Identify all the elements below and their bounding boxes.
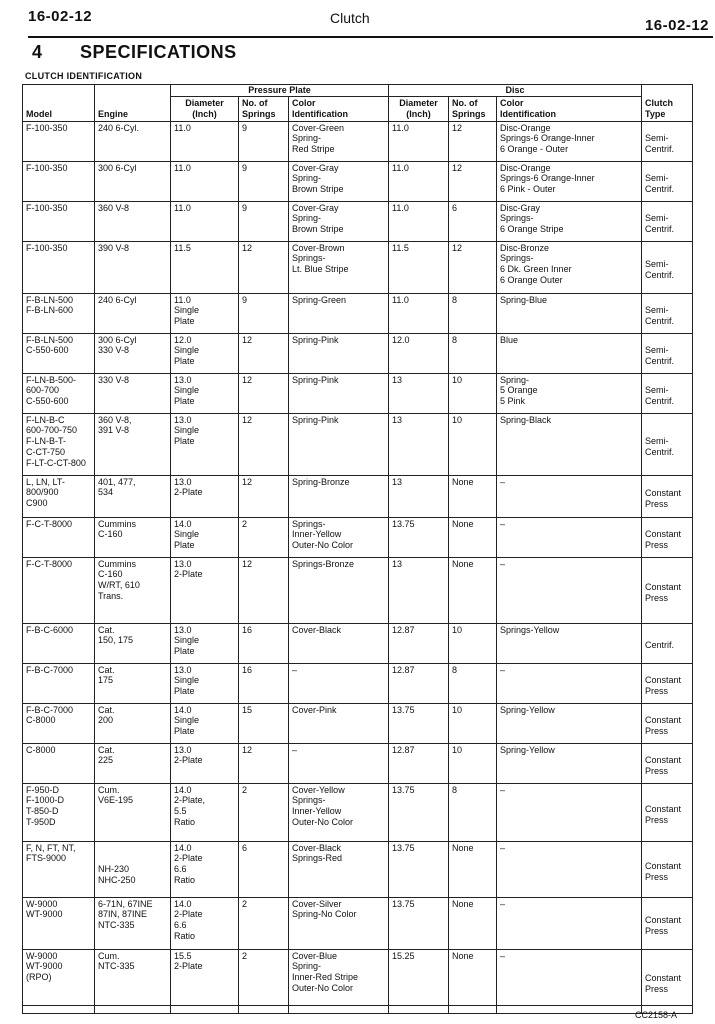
- cell-engine: Cummins C-160: [95, 517, 171, 557]
- cell-pp-diameter: 11.0 Single Plate: [171, 293, 239, 333]
- cell-disc-diameter: 13: [389, 557, 449, 623]
- cell-pp-springs: 2: [239, 949, 289, 1013]
- cell-disc-springs: 8: [449, 663, 497, 703]
- cell-clutch-type: Semi- Centrif.: [642, 121, 693, 161]
- cell-clutch-type: Constant Press: [642, 475, 693, 517]
- cell-disc-color: –: [497, 475, 642, 517]
- table-row: [23, 841, 693, 897]
- cell-disc-diameter: 13: [389, 413, 449, 475]
- cell-pp-springs: 6: [239, 841, 289, 897]
- table-row: [23, 201, 693, 241]
- cell-pp-springs: 12: [239, 241, 289, 293]
- cell-pp-springs: 2: [239, 517, 289, 557]
- cell-pp-springs: 12: [239, 475, 289, 517]
- cell-pp-diameter: 14.0 Single Plate: [171, 703, 239, 743]
- cell-pp-springs: 2: [239, 897, 289, 949]
- table-row: [23, 293, 693, 333]
- cell-disc-diameter: 11.0: [389, 293, 449, 333]
- table-title: CLUTCH IDENTIFICATION: [25, 71, 143, 81]
- cell-disc-springs: 8: [449, 293, 497, 333]
- cell-disc-springs: 8: [449, 783, 497, 841]
- table-row: [23, 703, 693, 743]
- table-row: [23, 413, 693, 475]
- section-number: 4: [32, 42, 43, 62]
- cell-pp-diameter: 14.0 2-Plate, 5.5 Ratio: [171, 783, 239, 841]
- cell-engine: 360 V-8, 391 V-8: [95, 413, 171, 475]
- col-clutch-type: Clutch Type: [642, 85, 693, 122]
- cell-engine: 360 V-8: [95, 201, 171, 241]
- cell-pp-diameter: 13.0 2-Plate: [171, 743, 239, 783]
- cell-clutch-type: Semi- Centrif.: [642, 333, 693, 373]
- table-row: [23, 373, 693, 413]
- cell-engine: 6-71N, 67INE 87IN, 87INE NTC-335: [95, 897, 171, 949]
- cell-clutch-type: Semi- Centrif.: [642, 373, 693, 413]
- cell-clutch-type: Semi- Centrif.: [642, 241, 693, 293]
- cell-pp-springs: 12: [239, 373, 289, 413]
- cell-engine: Cum. NTC-335: [95, 949, 171, 1013]
- cell-disc-color: Spring-Yellow: [497, 703, 642, 743]
- table-row: [23, 517, 693, 557]
- cell-model: F-B-LN-500 C-550-600: [23, 333, 95, 373]
- cell-model: W-9000 WT-9000 (RPO): [23, 949, 95, 1013]
- cell-model: F-100-350: [23, 241, 95, 293]
- cell-disc-color: Springs-Yellow: [497, 623, 642, 663]
- table-row: [23, 333, 693, 373]
- cell-engine: 300 6-Cyl: [95, 161, 171, 201]
- cell-clutch-type: Semi- Centrif.: [642, 413, 693, 475]
- cell-pp-color: Cover-Gray Spring- Brown Stripe: [289, 201, 389, 241]
- cell-clutch-type: Constant Press: [642, 783, 693, 841]
- cell-pp-diameter: 13.0 Single Plate: [171, 663, 239, 703]
- cell-engine: 330 V-8: [95, 373, 171, 413]
- cell-disc-diameter: 13.75: [389, 841, 449, 897]
- cell-disc-color: Disc-Orange Springs-6 Orange-Inner 6 Orange - Outer: [497, 121, 642, 161]
- cell-pp-springs: 16: [239, 623, 289, 663]
- cell-engine: 240 6-Cyl.: [95, 121, 171, 161]
- cell-pp-color: Springs- Inner-Yellow Outer-No Color: [289, 517, 389, 557]
- col-model: Model: [23, 85, 95, 122]
- cell-pp-springs: 12: [239, 743, 289, 783]
- col-pp-color: Color Identification: [289, 97, 389, 122]
- cell-disc-color: Spring-Yellow: [497, 743, 642, 783]
- cell-disc-springs: 6: [449, 201, 497, 241]
- cell-pp-diameter: 13.0 Single Plate: [171, 373, 239, 413]
- cell-disc-diameter: 13: [389, 373, 449, 413]
- cell-pp-diameter: 14.0 2-Plate 6.6 Ratio: [171, 897, 239, 949]
- cell-clutch-type: Semi- Centrif.: [642, 161, 693, 201]
- cell-disc-diameter: 12.87: [389, 743, 449, 783]
- cell-disc-color: Disc-Bronze Springs- 6 Dk. Green Inner 6 Orange Outer: [497, 241, 642, 293]
- cell-disc-diameter: 13: [389, 475, 449, 517]
- group-disc: Disc: [389, 85, 642, 97]
- cell-engine: Cum. V6E-195: [95, 783, 171, 841]
- cell-pp-springs: 12: [239, 333, 289, 373]
- cell-engine: 401, 477, 534: [95, 475, 171, 517]
- cell-pp-diameter: 11.0: [171, 161, 239, 201]
- cell-disc-diameter: 12.87: [389, 663, 449, 703]
- cell-clutch-type: Semi- Centrif.: [642, 293, 693, 333]
- cell-pp-diameter: 11.5: [171, 241, 239, 293]
- cell-pp-springs: 12: [239, 413, 289, 475]
- cell-model: F-C-T-8000: [23, 517, 95, 557]
- cell-model: F-100-350: [23, 121, 95, 161]
- cell-clutch-type: Constant Press: [642, 557, 693, 623]
- cell-pp-color: Cover-Black Springs-Red: [289, 841, 389, 897]
- cell-model: F, N, FT, NT, FTS-9000: [23, 841, 95, 897]
- cell-pp-springs: 9: [239, 201, 289, 241]
- page-code-left: 16-02-12: [28, 8, 93, 25]
- group-pressure-plate: Pressure Plate: [171, 85, 389, 97]
- cell-disc-diameter: 15.25: [389, 949, 449, 1013]
- table-row: [23, 663, 693, 703]
- cell-clutch-type: Semi- Centrif.: [642, 201, 693, 241]
- cell-model: F-950-D F-1000-D T-850-D T-950D: [23, 783, 95, 841]
- cell-clutch-type: Constant Press: [642, 663, 693, 703]
- cell-model: F-LN-B-500- 600-700 C-550-600: [23, 373, 95, 413]
- cell-disc-springs: 10: [449, 743, 497, 783]
- clutch-identification-table: [22, 84, 693, 1014]
- cell-model: C-8000: [23, 743, 95, 783]
- table-row: [23, 949, 693, 1013]
- table-row: [23, 783, 693, 841]
- table-header: [23, 85, 693, 122]
- col-disc-springs: No. of Springs: [449, 97, 497, 122]
- cell-disc-springs: 10: [449, 703, 497, 743]
- cell-engine: NH-230 NHC-250: [95, 841, 171, 897]
- cell-pp-springs: 9: [239, 293, 289, 333]
- cell-pp-color: Spring-Bronze: [289, 475, 389, 517]
- cell-engine: 240 6-Cyl: [95, 293, 171, 333]
- cell-pp-color: Cover-Brown Springs- Lt. Blue Stripe: [289, 241, 389, 293]
- cell-pp-diameter: 14.0 Single Plate: [171, 517, 239, 557]
- table-row: [23, 623, 693, 663]
- table-row: [23, 241, 693, 293]
- figure-code: CC2158-A: [634, 1010, 677, 1020]
- cell-model: W-9000 WT-9000: [23, 897, 95, 949]
- cell-pp-diameter: 13.0 2-Plate: [171, 475, 239, 517]
- cell-disc-color: –: [497, 517, 642, 557]
- cell-disc-diameter: 13.75: [389, 703, 449, 743]
- table-row: [23, 475, 693, 517]
- cell-disc-springs: 12: [449, 161, 497, 201]
- cell-disc-diameter: 11.0: [389, 121, 449, 161]
- cell-disc-color: Blue: [497, 333, 642, 373]
- cell-pp-color: Cover-Yellow Springs- Inner-Yellow Outer-No Color: [289, 783, 389, 841]
- cell-pp-color: Spring-Pink: [289, 373, 389, 413]
- footer-divider: [22, 1005, 692, 1006]
- cell-clutch-type: Constant Press: [642, 703, 693, 743]
- cell-disc-springs: 12: [449, 121, 497, 161]
- cell-disc-diameter: 11.0: [389, 201, 449, 241]
- cell-disc-springs: 10: [449, 413, 497, 475]
- cell-pp-color: Cover-Gray Spring- Brown Stripe: [289, 161, 389, 201]
- cell-disc-springs: 12: [449, 241, 497, 293]
- chapter-title: Clutch: [330, 10, 370, 26]
- cell-pp-springs: 9: [239, 161, 289, 201]
- col-pp-springs: No. of Springs: [239, 97, 289, 122]
- cell-clutch-type: Constant Press: [642, 517, 693, 557]
- cell-pp-diameter: 15.5 2-Plate: [171, 949, 239, 1013]
- clutch-identification-table-wrap: [22, 84, 692, 1014]
- cell-disc-color: –: [497, 897, 642, 949]
- cell-clutch-type: Constant Press: [642, 897, 693, 949]
- cell-disc-color: Disc-Orange Springs-6 Orange-Inner 6 Pink - Outer: [497, 161, 642, 201]
- cell-pp-color: Cover-Pink: [289, 703, 389, 743]
- cell-disc-diameter: 12.0: [389, 333, 449, 373]
- cell-pp-springs: 2: [239, 783, 289, 841]
- cell-model: F-B-C-6000: [23, 623, 95, 663]
- cell-engine: Cummins C-160 W/RT, 610 Trans.: [95, 557, 171, 623]
- col-engine: Engine: [95, 85, 171, 122]
- cell-engine: Cat. 225: [95, 743, 171, 783]
- cell-pp-springs: 15: [239, 703, 289, 743]
- table-row: [23, 121, 693, 161]
- cell-disc-color: –: [497, 663, 642, 703]
- col-disc-color: Color Identification: [497, 97, 642, 122]
- cell-disc-springs: None: [449, 517, 497, 557]
- cell-pp-color: Spring-Pink: [289, 413, 389, 475]
- cell-disc-springs: None: [449, 557, 497, 623]
- cell-disc-springs: None: [449, 475, 497, 517]
- cell-disc-diameter: 11.0: [389, 161, 449, 201]
- page-header: [0, 0, 715, 40]
- col-pp-diameter: Diameter (Inch): [171, 97, 239, 122]
- cell-disc-color: Spring-Blue: [497, 293, 642, 333]
- cell-disc-color: Spring- 5 Orange 5 Pink: [497, 373, 642, 413]
- cell-model: F-LN-B-C 600-700-750 F-LN-B-T- C-CT-750 F-LT-C-CT-800: [23, 413, 95, 475]
- cell-engine: Cat. 150, 175: [95, 623, 171, 663]
- cell-model: F-C-T-8000: [23, 557, 95, 623]
- cell-pp-diameter: 14.0 2-Plate 6.6 Ratio: [171, 841, 239, 897]
- table-row: [23, 161, 693, 201]
- cell-clutch-type: Constant Press: [642, 949, 693, 1013]
- table-row: [23, 557, 693, 623]
- cell-pp-color: Springs-Bronze: [289, 557, 389, 623]
- cell-pp-color: Cover-Green Spring- Red Stripe: [289, 121, 389, 161]
- cell-pp-diameter: 11.0: [171, 121, 239, 161]
- cell-engine: Cat. 175: [95, 663, 171, 703]
- cell-clutch-type: Constant Press: [642, 743, 693, 783]
- cell-disc-color: –: [497, 557, 642, 623]
- cell-disc-diameter: 13.75: [389, 897, 449, 949]
- cell-pp-color: –: [289, 743, 389, 783]
- cell-engine: 300 6-Cyl 330 V-8: [95, 333, 171, 373]
- cell-disc-diameter: 13.75: [389, 517, 449, 557]
- cell-pp-diameter: 13.0 Single Plate: [171, 413, 239, 475]
- cell-disc-springs: 8: [449, 333, 497, 373]
- cell-disc-springs: None: [449, 949, 497, 1013]
- cell-disc-springs: None: [449, 841, 497, 897]
- page-code-right: 16-02-12: [644, 17, 709, 34]
- cell-clutch-type: Constant Press: [642, 841, 693, 897]
- cell-pp-color: Cover-Blue Spring- Inner-Red Stripe Outer-No Color: [289, 949, 389, 1013]
- cell-disc-springs: None: [449, 897, 497, 949]
- cell-clutch-type: Centrif.: [642, 623, 693, 663]
- cell-disc-color: Spring-Black: [497, 413, 642, 475]
- cell-disc-diameter: 13.75: [389, 783, 449, 841]
- cell-model: F-B-C-7000 C-8000: [23, 703, 95, 743]
- cell-pp-diameter: 12.0 Single Plate: [171, 333, 239, 373]
- cell-pp-springs: 9: [239, 121, 289, 161]
- cell-disc-color: Disc-Gray Springs- 6 Orange Stripe: [497, 201, 642, 241]
- cell-disc-color: –: [497, 783, 642, 841]
- cell-pp-diameter: 13.0 Single Plate: [171, 623, 239, 663]
- table-row: [23, 897, 693, 949]
- cell-disc-springs: 10: [449, 623, 497, 663]
- cell-pp-diameter: 11.0: [171, 201, 239, 241]
- cell-model: F-100-350: [23, 201, 95, 241]
- cell-pp-springs: 12: [239, 557, 289, 623]
- cell-pp-diameter: 13.0 2-Plate: [171, 557, 239, 623]
- cell-pp-color: Cover-Silver Spring-No Color: [289, 897, 389, 949]
- cell-model: F-B-C-7000: [23, 663, 95, 703]
- cell-engine: 390 V-8: [95, 241, 171, 293]
- cell-model: F-100-350: [23, 161, 95, 201]
- cell-pp-color: Cover-Black: [289, 623, 389, 663]
- cell-model: L, LN, LT- 800/900 C900: [23, 475, 95, 517]
- cell-pp-color: –: [289, 663, 389, 703]
- cell-disc-color: –: [497, 841, 642, 897]
- section-title: SPECIFICATIONS: [80, 42, 237, 62]
- cell-disc-diameter: 11.5: [389, 241, 449, 293]
- header-divider: [28, 36, 713, 38]
- cell-disc-color: –: [497, 949, 642, 1013]
- cell-disc-springs: 10: [449, 373, 497, 413]
- col-disc-diameter: Diameter (Inch): [389, 97, 449, 122]
- cell-disc-diameter: 12.87: [389, 623, 449, 663]
- cell-pp-color: Spring-Pink: [289, 333, 389, 373]
- table-body: [23, 121, 693, 1013]
- cell-pp-color: Spring-Green: [289, 293, 389, 333]
- cell-model: F-B-LN-500 F-B-LN-600: [23, 293, 95, 333]
- table-row: [23, 743, 693, 783]
- cell-pp-springs: 16: [239, 663, 289, 703]
- cell-engine: Cat. 200: [95, 703, 171, 743]
